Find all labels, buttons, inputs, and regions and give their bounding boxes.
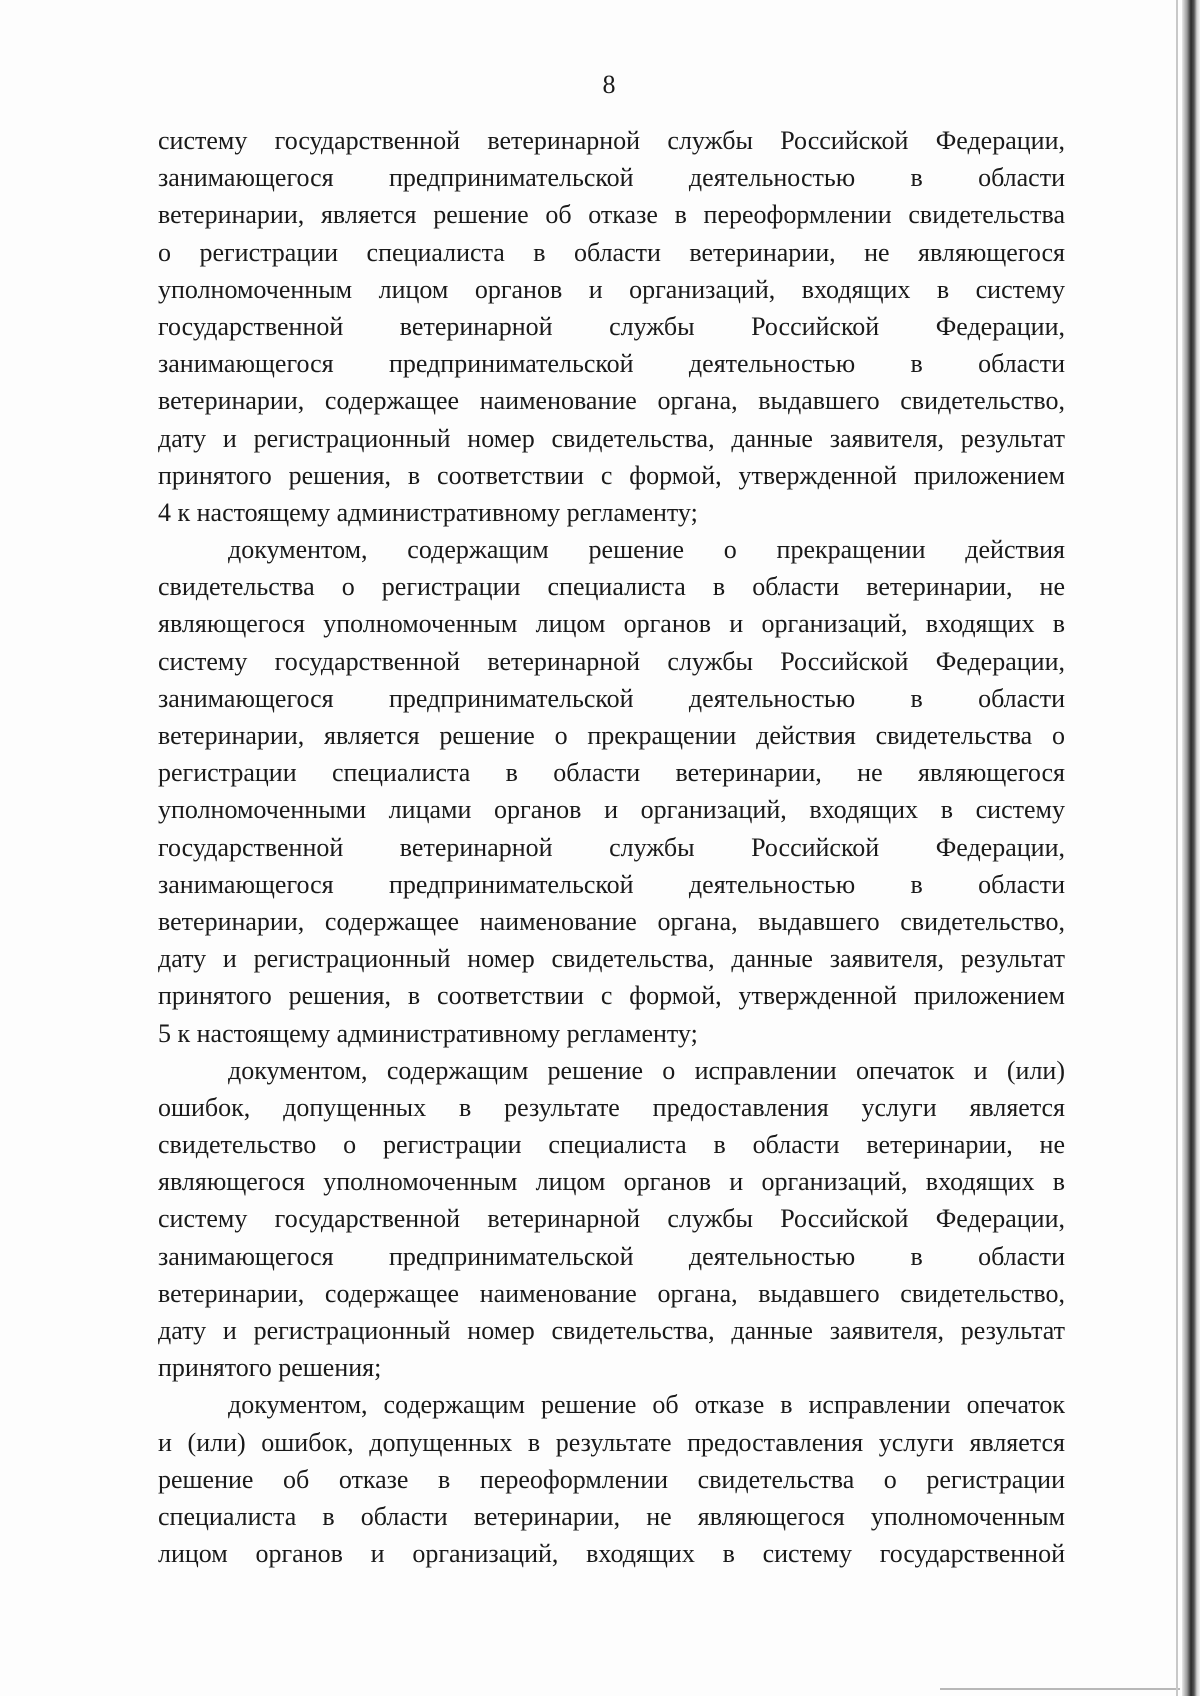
text-line: уполномоченным лицом органов и организаций, входящих в систему — [158, 274, 1065, 304]
text-line: документом, содержащим решение о прекращении действия — [228, 535, 1065, 565]
text-line: государственной ветеринарной службы Российской Федерации, — [158, 311, 1065, 341]
text-line: систему государственной ветеринарной службы Российской Федерации, — [158, 1204, 1065, 1234]
text-line: документом, содержащим решение об отказе в исправлении опечаток — [228, 1390, 1065, 1420]
text-line: систему государственной ветеринарной службы Российской Федерации, — [158, 646, 1065, 676]
text-line: занимающегося предпринимательской деятельностью в области — [158, 349, 1065, 379]
text-line: занимающегося предпринимательской деятельностью в области — [158, 163, 1065, 193]
text-line: принятого решения, в соответствии с формой, утвержденной приложением — [158, 981, 1065, 1011]
document-body — [158, 122, 1065, 1572]
text-line: занимающегося предпринимательской деятельностью в области — [158, 869, 1065, 899]
text-line: дату и регистрационный номер свидетельства, данные заявителя, результат — [158, 1316, 1065, 1345]
text-line: дату и регистрационный номер свидетельства, данные заявителя, результат — [158, 423, 1065, 453]
text-line: ветеринарии, содержащее наименование органа, выдавшего свидетельство, — [158, 1278, 1065, 1308]
text-line: лицом органов и организаций, входящих в систему государственной — [158, 1539, 1065, 1569]
text-line: ветеринарии, является решение о прекращении действия свидетельства о — [158, 721, 1065, 750]
text-line: специалиста в области ветеринарии, не являющегося уполномоченным — [158, 1501, 1065, 1531]
text-line: свидетельство о регистрации специалиста в области ветеринарии, не — [158, 1130, 1065, 1160]
paragraph — [158, 122, 1065, 531]
paragraph — [158, 531, 1065, 1052]
text-line: ветеринарии, содержащее наименование органа, выдавшего свидетельство, — [158, 386, 1065, 416]
text-line: принятого решения; — [158, 1353, 382, 1383]
text-line: государственной ветеринарной службы Российской Федерации, — [158, 832, 1065, 862]
text-line: 4 к настоящему административному регламенту; — [158, 497, 698, 527]
text-line: уполномоченными лицами органов и организаций, входящих в систему — [158, 795, 1065, 825]
text-line: занимающегося предпринимательской деятельностью в области — [158, 1241, 1065, 1271]
text-line: являющегося уполномоченным лицом органов и организаций, входящих в — [158, 609, 1065, 639]
paragraph — [158, 1052, 1065, 1387]
page-edge-shadow — [1176, 0, 1178, 1696]
text-line: свидетельства о регистрации специалиста в области ветеринарии, не — [158, 572, 1065, 602]
text-line: документом, содержащим решение о исправлении опечаток и (или) — [228, 1055, 1065, 1085]
scan-binding-edge — [1182, 0, 1200, 1696]
page-number: 8 — [602, 70, 616, 99]
page-bottom-rule — [940, 1688, 1180, 1690]
text-line: и (или) ошибок, допущенных в результате предоставления услуги является — [158, 1427, 1065, 1457]
text-line: дату и регистрационный номер свидетельства, данные заявителя, результат — [158, 944, 1065, 974]
text-line: ошибок, допущенных в результате предоставления услуги является — [158, 1092, 1065, 1122]
text-line: решение об отказе в переоформлении свидетельства о регистрации — [158, 1464, 1065, 1494]
text-line: являющегося уполномоченным лицом органов и организаций, входящих в — [158, 1167, 1065, 1197]
text-line: занимающегося предпринимательской деятельностью в области — [158, 683, 1065, 713]
paragraph — [158, 1386, 1065, 1572]
text-line: принятого решения, в соответствии с формой, утвержденной приложением — [158, 460, 1065, 490]
text-line: 5 к настоящему административному регламенту; — [158, 1018, 698, 1048]
text-line: ветеринарии, содержащее наименование органа, выдавшего свидетельство, — [158, 906, 1065, 936]
text-line: о регистрации специалиста в области ветеринарии, не являющегося — [158, 237, 1065, 267]
text-line: систему государственной ветеринарной службы Российской Федерации, — [158, 126, 1065, 155]
text-line: регистрации специалиста в области ветеринарии, не являющегося — [158, 758, 1065, 788]
text-line: ветеринарии, является решение об отказе в переоформлении свидетельства — [158, 200, 1065, 230]
